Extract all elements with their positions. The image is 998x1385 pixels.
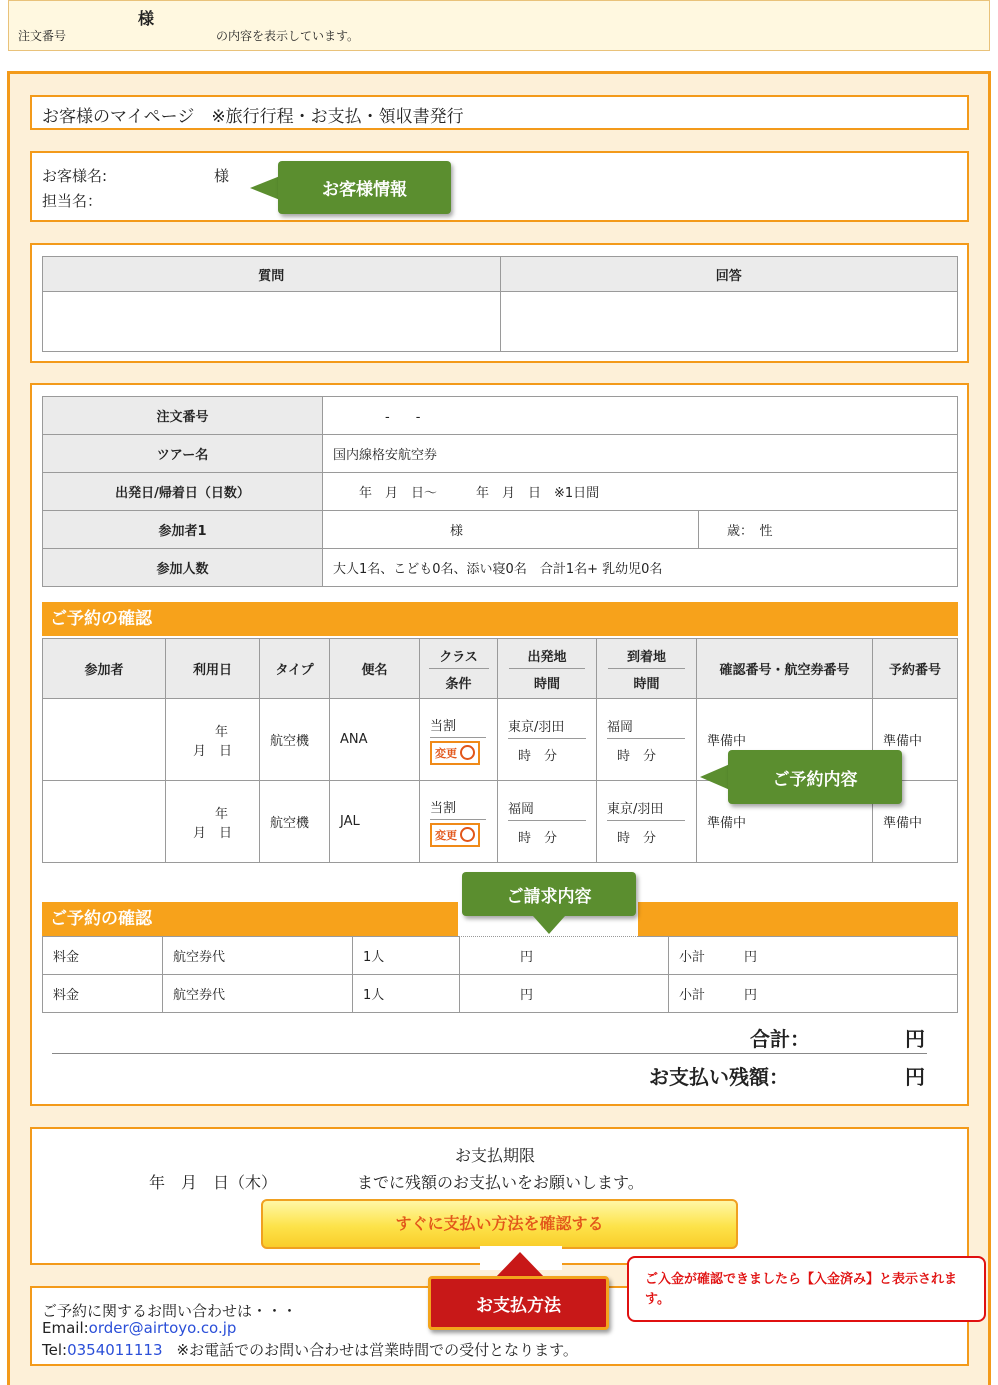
total-divider	[52, 1053, 927, 1054]
callout-arrow	[495, 1252, 545, 1278]
departure-place: 東京/羽田	[508, 716, 586, 739]
change-label: 変更	[435, 828, 457, 842]
email-link[interactable]: order@airtoyo.co.jp	[88, 1319, 237, 1337]
qa-question-cell	[43, 292, 501, 352]
confirmation-cell: 準備中	[697, 781, 873, 863]
change-button[interactable]	[430, 741, 480, 765]
type-cell: 航空機	[260, 781, 330, 863]
departure-place: 福岡	[508, 798, 586, 821]
arrival-place: 東京/羽田	[607, 798, 685, 821]
tel-label: Tel:	[42, 1341, 68, 1359]
title-box	[30, 95, 969, 130]
participant-name-value: 様	[323, 511, 699, 549]
page-title: お客様のマイページ ※旅行行程・お支払・領収書発行	[42, 107, 464, 127]
col-type: タイプ	[260, 639, 330, 699]
circle-icon	[460, 827, 475, 842]
contact-email-line	[42, 1319, 236, 1337]
top-customer-suffix: 様	[138, 9, 155, 28]
travel-dates-value: 年 月 日～ 年 月 日 ※1日間	[323, 473, 958, 511]
billing-section-header: ご予約の確認	[42, 902, 958, 936]
date-month-day: 月 日	[192, 825, 232, 841]
party-size-label: 参加人数	[43, 549, 323, 587]
fee-qty: 1人	[353, 975, 460, 1013]
fee-item: 航空券代	[163, 937, 353, 975]
qa-answer-cell	[500, 292, 958, 352]
fee-kind: 料金	[43, 975, 163, 1013]
arrival-cell	[597, 699, 697, 781]
callout-arrow	[700, 764, 730, 790]
fee-qty: 1人	[353, 937, 460, 975]
check-payment-method-button[interactable]: すぐに支払い方法を確認する	[261, 1199, 738, 1249]
tel-link[interactable]: 0354011113	[67, 1341, 163, 1359]
table-row	[43, 549, 958, 587]
confirmation-cell: 準備中	[697, 699, 873, 781]
balance-label: お支払い残額：	[649, 1065, 789, 1089]
arrival-time: 時 分	[617, 748, 657, 764]
fee-price: 円	[460, 975, 669, 1013]
col-departure-top: 出発地	[509, 646, 586, 669]
top-banner	[8, 0, 990, 51]
col-booking: 予約番号	[873, 639, 958, 699]
date-cell	[166, 699, 260, 781]
contact-intro: ご予約に関するお問い合わせは・・・	[42, 1302, 298, 1320]
top-order-label: 注文番号	[18, 29, 67, 43]
customer-info-box	[30, 151, 969, 222]
circle-icon	[460, 745, 475, 760]
date-cell	[166, 781, 260, 863]
col-departure	[498, 639, 597, 699]
col-participant: 参加者	[43, 639, 166, 699]
departure-cell	[498, 781, 597, 863]
payment-box	[30, 1127, 969, 1265]
col-confirmation: 確認番号・航空券番号	[697, 639, 873, 699]
table-row	[43, 435, 958, 473]
total-label: 合計：	[750, 1027, 810, 1051]
callout-arrow	[250, 176, 280, 200]
arrival-place: 福岡	[607, 716, 685, 739]
customer-name-label: お客様名:	[42, 167, 108, 185]
col-departure-bottom: 時間	[533, 676, 560, 692]
qa-answer-header: 回答	[500, 257, 958, 292]
participant-cell	[43, 781, 166, 863]
balance-value: 円	[905, 1065, 925, 1089]
class-cell	[420, 699, 498, 781]
travel-dates-label: 出発日/帰着日（日数）	[43, 473, 323, 511]
date-month-day: 月 日	[192, 743, 232, 759]
customer-info-callout: お客様情報	[278, 161, 451, 214]
top-message: の内容を表示しています。	[216, 29, 360, 43]
qa-box	[30, 243, 969, 363]
billing-table	[42, 936, 958, 1013]
flight-cell: JAL	[330, 781, 420, 863]
table-row	[43, 397, 958, 435]
date-year: 年	[214, 806, 228, 822]
table-row	[43, 473, 958, 511]
col-arrival-bottom: 時間	[633, 676, 660, 692]
order-info-table	[42, 396, 958, 587]
col-flight: 便名	[330, 639, 420, 699]
billing-content-callout: ご請求内容	[462, 872, 636, 916]
deadline-label: お支払期限	[455, 1146, 536, 1165]
participant-cell	[43, 699, 166, 781]
table-row	[43, 937, 958, 975]
departure-time: 時 分	[518, 830, 558, 846]
fee-price: 円	[460, 937, 669, 975]
class-value: 当割	[430, 715, 486, 738]
type-cell: 航空機	[260, 699, 330, 781]
class-value: 当割	[430, 797, 486, 820]
col-class-bottom: 条件	[445, 676, 472, 692]
table-row	[43, 975, 958, 1013]
fee-kind: 料金	[43, 937, 163, 975]
fee-item: 航空券代	[163, 975, 353, 1013]
order-number-value: - -	[323, 397, 958, 435]
deadline-date: 年 月 日（木）	[149, 1173, 278, 1192]
reservation-content-callout: ご予約内容	[728, 750, 902, 804]
date-year: 年	[214, 724, 228, 740]
table-row	[43, 511, 958, 549]
booking-cell: 準備中	[873, 781, 958, 863]
col-class-top: クラス	[429, 646, 489, 669]
contact-tel-line	[42, 1339, 578, 1360]
party-size-value: 大人1名、こども0名、添い寝0名 合計1名+ 乳幼児0名	[323, 549, 958, 587]
departure-time: 時 分	[518, 748, 558, 764]
qa-question-header: 質問	[43, 257, 501, 292]
deadline-text: までに残額のお支払いをお願いします。	[357, 1173, 644, 1192]
col-class	[420, 639, 498, 699]
booking-cell: 準備中	[873, 699, 958, 781]
departure-cell	[498, 699, 597, 781]
flight-cell: ANA	[330, 699, 420, 781]
col-arrival-top: 到着地	[608, 646, 686, 669]
participant-age-gender: 歳： 性	[699, 511, 958, 549]
change-button[interactable]	[430, 823, 480, 847]
tour-name-value: 国内線格安航空券	[323, 435, 958, 473]
qa-table	[42, 256, 958, 352]
order-number-label: 注文番号	[43, 397, 323, 435]
arrival-cell	[597, 781, 697, 863]
fee-subtotal: 小計 円	[669, 975, 958, 1013]
staff-label: 担当名：	[42, 192, 103, 210]
customer-name-suffix: 様	[214, 167, 230, 185]
payment-status-note: ご入金が確認できましたら【入金済み】と表示されます。	[627, 1256, 986, 1322]
participant-label: 参加者1	[43, 511, 323, 549]
total-value: 円	[905, 1027, 925, 1051]
col-arrival	[597, 639, 697, 699]
fee-subtotal: 小計 円	[669, 937, 958, 975]
reservation-section-header: ご予約の確認	[42, 602, 958, 636]
email-label: Email:	[42, 1319, 89, 1337]
arrival-time: 時 分	[617, 830, 657, 846]
payment-method-callout: お支払方法	[428, 1276, 609, 1330]
order-detail-box	[30, 383, 969, 1106]
tour-name-label: ツアー名	[43, 435, 323, 473]
class-cell	[420, 781, 498, 863]
tel-note: ※お電話でのお問い合わせは営業時間での受付となります。	[176, 1341, 578, 1359]
change-label: 変更	[435, 746, 457, 760]
col-date: 利用日	[166, 639, 260, 699]
callout-arrow	[533, 916, 565, 934]
